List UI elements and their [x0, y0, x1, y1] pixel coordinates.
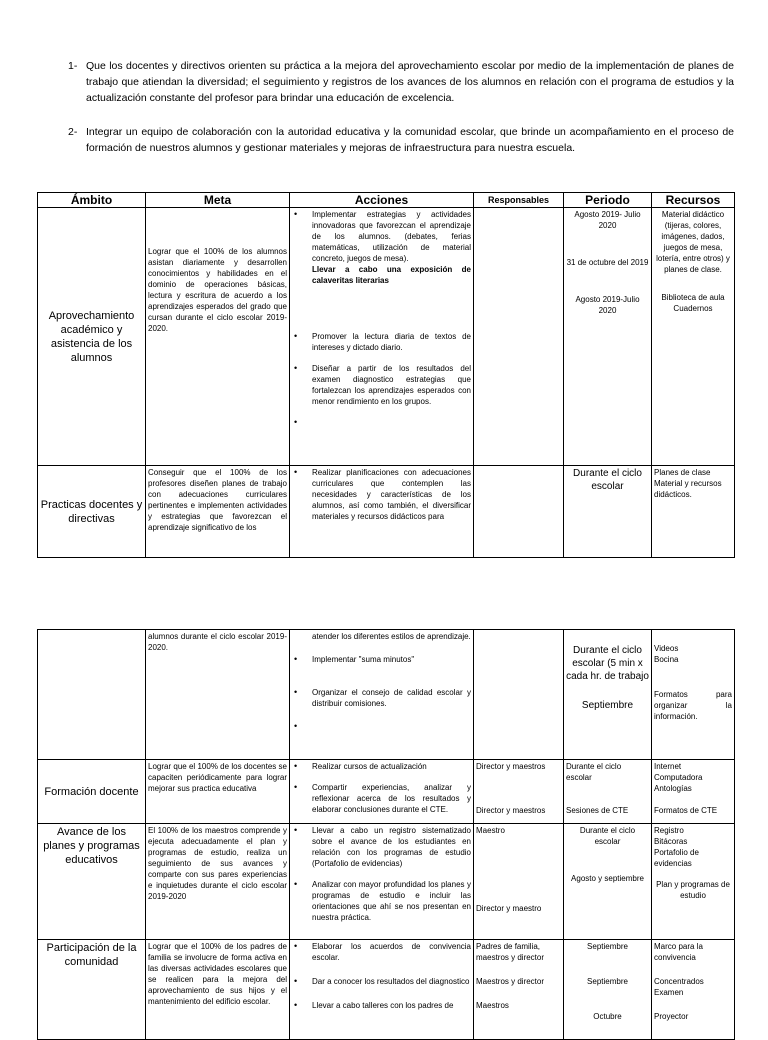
meta-cell: alumnos durante el ciclo escolar 2019-2020.: [146, 630, 290, 760]
header-meta: Meta: [146, 193, 290, 208]
action-item: • Realizar planificaciones con adecuaciones curriculares que contemplen las necesidades y características de los alumnos, así como también, el diversificar materiales y recursos didácticos para: [292, 467, 471, 522]
acciones-cell: [290, 824, 474, 940]
action-item: • Analizar con mayor profundidad los planes y programas de estudio e incluir las orientaciones que ahí se nos presentan en nuestra práctica.: [292, 879, 471, 923]
action-item: • Elaborar los acuerdos de convivencia escolar.: [292, 941, 471, 963]
action-item-empty: [292, 721, 471, 732]
responsables-cell: [474, 208, 564, 466]
responsables-cell: [474, 466, 564, 558]
resource-text: Marco para la convivencia: [654, 942, 703, 962]
responsible-text: Director y maestros: [476, 762, 546, 771]
action-item: • Dar a conocer los resultados del diagnostico: [292, 976, 471, 987]
periodo-cell: Durante el ciclo escolar: [564, 466, 652, 558]
resource-text: Biblioteca de aula: [661, 293, 725, 302]
table-row: [38, 466, 735, 558]
responsables-cell: [474, 630, 564, 760]
ambito-cell: Participación de la comunidad: [38, 940, 146, 1040]
responsible-text: Maestro: [476, 826, 505, 835]
recursos-cell: [652, 824, 735, 940]
header-acciones: Acciones: [290, 193, 474, 208]
period-text: Agosto y septiembre: [571, 874, 644, 883]
action-item-empty: [292, 417, 471, 428]
periodo-cell: [564, 630, 652, 760]
acciones-cell: [290, 466, 474, 558]
acciones-cell: [290, 760, 474, 824]
resource-text: Planes de clase: [654, 468, 711, 477]
resource-text: Material didáctico (tijeras, colores, imágenes, dados, juegos de mesa, lotería, entre otros) y planes de clase.: [656, 210, 730, 274]
table-row: [38, 824, 735, 940]
meta-cell: Lograr que el 100% de los padres de familia se involucre de forma activa en las diversas actividades escolares que se realicen para la mejora del aprovechamiento de sus hijos y el mantenimiento del edificio escolar.: [146, 940, 290, 1040]
action-item: • Diseñar a partir de los resultados del examen diagnostico estrategias que fortalezcan los aprendizajes esperados con menor rendimiento en los grupos.: [292, 363, 471, 407]
resource-text: Antologías: [654, 784, 692, 793]
period-text: Durante el ciclo escolar (5 min x cada hr. de trabajo: [566, 645, 649, 682]
action-highlight: Llevar a cabo una exposición de calaveritas literarias: [312, 265, 471, 285]
responsables-cell: [474, 824, 564, 940]
recursos-cell: [652, 940, 735, 1040]
meta-cell: Conseguir que el 100% de los profesores diseñen planes de trabajo con adecuaciones curriculares pertinentes e implementen actividades y estrategias que favorezcan el aprendizaje significativo de los: [146, 466, 290, 558]
recursos-cell: [652, 760, 735, 824]
meta-cell: Lograr que el 100% de los alumnos asistan diariamente y desarrollen conocimientos y habilidades en el dominio de operaciones básicas, lectura y escritura de acuerdo a los aprendizajes esperados del grado que cursan durante el ciclo escolar 2019-2020.: [146, 208, 290, 466]
ambito-cell: Avance de los planes y programas educativos: [38, 824, 146, 940]
period-text: Septiembre: [587, 977, 628, 986]
period-text: Septiembre: [581, 700, 634, 711]
recursos-cell: [652, 208, 735, 466]
objective-1: [68, 58, 734, 106]
action-item: • Compartir experiencias, analizar y reflexionar acerca de los resultados y elaborar conclusiones durante el CTE.: [292, 782, 471, 815]
recursos-cell: [652, 630, 735, 760]
resource-text: Internet: [654, 762, 682, 771]
action-item: • Llevar a cabo un registro sistematizado sobre el avance de los estudiantes en relación con los programas de estudio (Portafolio de evidencias): [292, 825, 471, 869]
meta-cell: Lograr que el 100% de los docentes se capaciten periódicamente para lograr mejorar sus practica educativa: [146, 760, 290, 824]
ambito-cell: Practicas docentes y directivas: [38, 466, 146, 558]
resource-text: Formatos para organizar la información.: [654, 690, 732, 721]
objective-number: 1-: [68, 60, 78, 72]
periodo-cell: [564, 760, 652, 824]
ambito-cell: [38, 630, 146, 760]
responsible-text: Director y maestros: [476, 806, 546, 815]
objective-text: Integrar un equipo de colaboración con la autoridad educativa y la comunidad escolar, que brinde un acompañamiento en el proceso de formación de nuestros alumnos y gestionar materiales y mejoras de infraestructura para nuestra escuela.: [86, 126, 734, 154]
period-text: Agosto 2019- Julio 2020: [574, 210, 641, 230]
resource-text: Proyector: [654, 1012, 689, 1021]
period-text: Durante el ciclo escolar: [566, 762, 622, 782]
action-item: • Realizar cursos de actualización: [292, 761, 471, 772]
responsables-cell: [474, 940, 564, 1040]
period-text: Septiembre: [587, 942, 628, 951]
resource-text: Portafolio de evidencias: [654, 848, 699, 868]
responsible-text: Padres de familia, maestros y director: [476, 942, 545, 962]
header-recursos: Recursos: [652, 193, 735, 208]
resource-text: Bitácoras: [654, 837, 688, 846]
responsible-text: Maestros y director: [476, 977, 545, 986]
header-responsables: Responsables: [474, 193, 564, 208]
resource-text: Plan y programas de estudio: [656, 880, 730, 900]
ambito-cell: Formación docente: [38, 760, 146, 824]
recursos-cell: [652, 466, 735, 558]
resource-text: Videos: [654, 644, 679, 653]
table-row: [38, 940, 735, 1040]
resource-text: Computadora: [654, 773, 703, 782]
resource-text: Registro: [654, 826, 684, 835]
period-text: Octubre: [593, 1012, 622, 1021]
resource-text: Cuadernos: [673, 304, 713, 313]
period-text: Sesiones de CTE: [566, 806, 629, 815]
responsible-text: Maestros: [476, 1001, 509, 1010]
objective-2: [68, 124, 734, 156]
period-text: Durante el ciclo escolar: [579, 826, 636, 846]
periodo-cell: [564, 940, 652, 1040]
action-continuation: atender los diferentes estilos de aprendizaje.: [312, 632, 471, 641]
table-row: [38, 630, 735, 760]
action-item: • Organizar el consejo de calidad escolar y distribuir comisiones.: [292, 687, 471, 709]
periodo-cell: [564, 208, 652, 466]
table-row: [38, 760, 735, 824]
table-header-row: [38, 193, 735, 208]
period-text: Agosto 2019-Julio 2020: [575, 295, 640, 315]
plan-table-page-2: [37, 629, 735, 1040]
header-periodo: Periodo: [564, 193, 652, 208]
plan-table-page-1: [37, 192, 735, 558]
table-row: [38, 208, 735, 466]
action-item: • Llevar a cabo talleres con los padres de: [292, 1000, 471, 1011]
header-ambito: Ámbito: [38, 193, 146, 208]
resource-text: Examen: [654, 988, 684, 997]
acciones-cell: [290, 630, 474, 760]
action-item: • Implementar "suma minutos": [292, 654, 471, 665]
responsables-cell: [474, 760, 564, 824]
acciones-cell: [290, 940, 474, 1040]
period-text: 31 de octubre del 2019: [566, 258, 649, 267]
periodo-cell: [564, 824, 652, 940]
resource-text: Bocina: [654, 655, 679, 664]
action-item: • Promover la lectura diaria de textos de intereses y dictado diario.: [292, 331, 471, 353]
acciones-cell: [290, 208, 474, 466]
ambito-cell: Aprovechamiento académico y asistencia de los alumnos: [38, 208, 146, 466]
resource-text: Concentrados: [654, 977, 704, 986]
objective-text: Que los docentes y directivos orienten su práctica a la mejora del aprovechamiento escolar por medio de la implementación de planes de trabajo que atiendan la diversidad; el seguimiento y registros de los avances de los alumnos en relación con el programa de estudios y la actualización constante del profesor para brindar una educación de excelencia.: [86, 60, 734, 104]
objective-number: 2-: [68, 126, 78, 138]
meta-cell: El 100% de los maestros comprende y ejecuta adecuadamente el plan y programas de estudio, realiza un seguimiento de sus avances y comparte con sus pares experiencias e inquietudes durante el ciclo escolar 2019-2020: [146, 824, 290, 940]
resource-text: Material y recursos didácticos.: [654, 479, 722, 499]
resource-text: Formatos de CTE: [654, 806, 718, 815]
action-item: • Implementar estrategias y actividades innovadoras que favorezcan el aprendizaje de los alumnos. (debates, ferias matemáticas, utilización de material concreto, juegos de mesa). Llevar a cabo una exposición de calaveritas literarias: [292, 209, 471, 286]
responsible-text: Director y maestro: [476, 904, 542, 913]
